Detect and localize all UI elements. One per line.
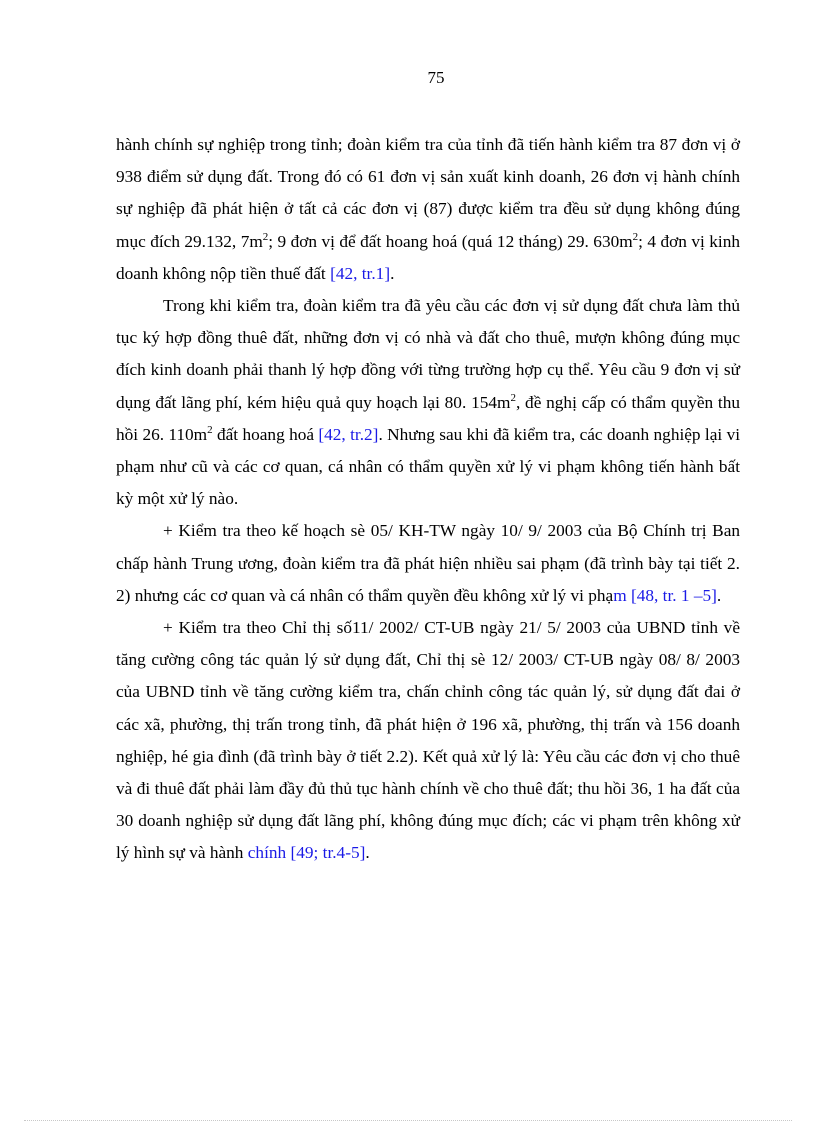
paragraph-text: + Kiểm tra theo Chỉ thị số11/ 2002/ CT-UB ngày 21/ 5/ 2003 của UBND tỉnh về tăng cường công tác quản lý sử dụng đất, Chỉ thị sè 12/ 2003/ CT-UB ngày 08/ 8/ 2003 của UBND tỉnh về tăng cường kiểm tra, chấn chỉnh công tác quản lý, sử dụng đất đai ở các xã, phường, thị trấn trong tỉnh, đã phát hiện ở 196 xã, phường, thị trấn và 156 doanh nghiệp, hé gia đình (đã trình bày ở tiết 2.2). Kết quả xử lý là: Yêu cầu các đơn vị cho thuê và đi thuê đất phải làm đầy đủ thủ tục hành chính về cho thuê đất; thu hồi 36, 1 ha đất của 30 doanh nghiệp sử dụng đất lãng phí, không đúng mục đích; các vi phạm trên không xử lý hình sự và hành bbox=[116, 618, 740, 863]
citation-link[interactable]: m [48, tr. 1 –5] bbox=[613, 585, 717, 605]
paragraph-text: . Nhưng sau khi đã kiểm tra, các doanh nghiệp lại vi phạm như cũ và các cơ quan, cá nhân có thẩm quyền xử lý vi phạm không tiến hành bất kỳ một xử lý nào. bbox=[116, 424, 741, 509]
paragraph-1 bbox=[116, 129, 740, 290]
citation-link[interactable]: [42, tr.2] bbox=[318, 424, 379, 444]
paragraph-text: + Kiểm tra theo kế hoạch sè 05/ KH-TW ngày 10/ 9/ 2003 của Bộ Chính trị Ban chấp hành Trung ương, đoàn kiểm tra đã phát hiện nhiều sai phạm (đã trình bày tại tiết 2. 2) nhưng các cơ quan và cá nhân có thẩm quyền đều không xử lý vi phạ bbox=[116, 521, 740, 605]
document-body bbox=[116, 129, 740, 870]
paragraph-text: . bbox=[716, 585, 722, 605]
paragraph-text: , đề nghị cấp có thẩm quyền thu hồi 26. 110m bbox=[116, 392, 741, 444]
paragraph-4 bbox=[116, 612, 740, 870]
superscript: 2 bbox=[262, 230, 269, 243]
paragraph-text: Trong khi kiểm tra, đoàn kiểm tra đã yêu cầu các đơn vị sử dụng đất chưa làm thủ tục ký hợp đồng thuê đất, những đơn vị có nhà và đất cho thuê, mượn không đúng mục đích kinh doanh phải thanh lý hợp đồng với từng trường hợp cụ thể. Yêu cầu 9 đơn vị sử dụng đất lãng phí, kém hiệu quả quy hoạch lại 80. 154m bbox=[116, 296, 740, 412]
paragraph-text: đất hoang hoá bbox=[212, 424, 319, 444]
paragraph-text: ; 9 đơn vị để đất hoang hoá (quá 12 tháng) 29. 630m bbox=[268, 231, 633, 251]
paragraph-text: hành chính sự nghiệp trong tỉnh; đoàn kiểm tra của tỉnh đã tiến hành kiểm tra 87 đơn vị ở 938 điểm sử dụng đất. Trong đó có 61 đơn vị sản xuất kinh doanh, 26 đơn vị hành chính sự nghiệp đã phát hiện ở tất cả các đơn vị (87) được kiểm tra đều sử dụng không đúng mục đích 29.132, 7m bbox=[116, 135, 740, 251]
superscript: 2 bbox=[510, 391, 516, 404]
paragraph-2 bbox=[116, 290, 740, 515]
paragraph-3 bbox=[116, 515, 740, 612]
paragraph-text: . bbox=[390, 263, 395, 283]
citation-link[interactable]: chính [49; tr.4-5] bbox=[247, 843, 366, 863]
page-number: 75 bbox=[427, 68, 445, 87]
paragraph-text: . bbox=[365, 843, 370, 863]
paragraph-text: ; 4 đơn vị kinh doanh không nộp tiền thuế đất bbox=[116, 231, 740, 283]
citation-link[interactable]: [42, tr.1] bbox=[330, 263, 391, 283]
superscript: 2 bbox=[207, 424, 213, 437]
superscript: 2 bbox=[632, 230, 639, 243]
page-bottom-divider bbox=[24, 1120, 792, 1121]
